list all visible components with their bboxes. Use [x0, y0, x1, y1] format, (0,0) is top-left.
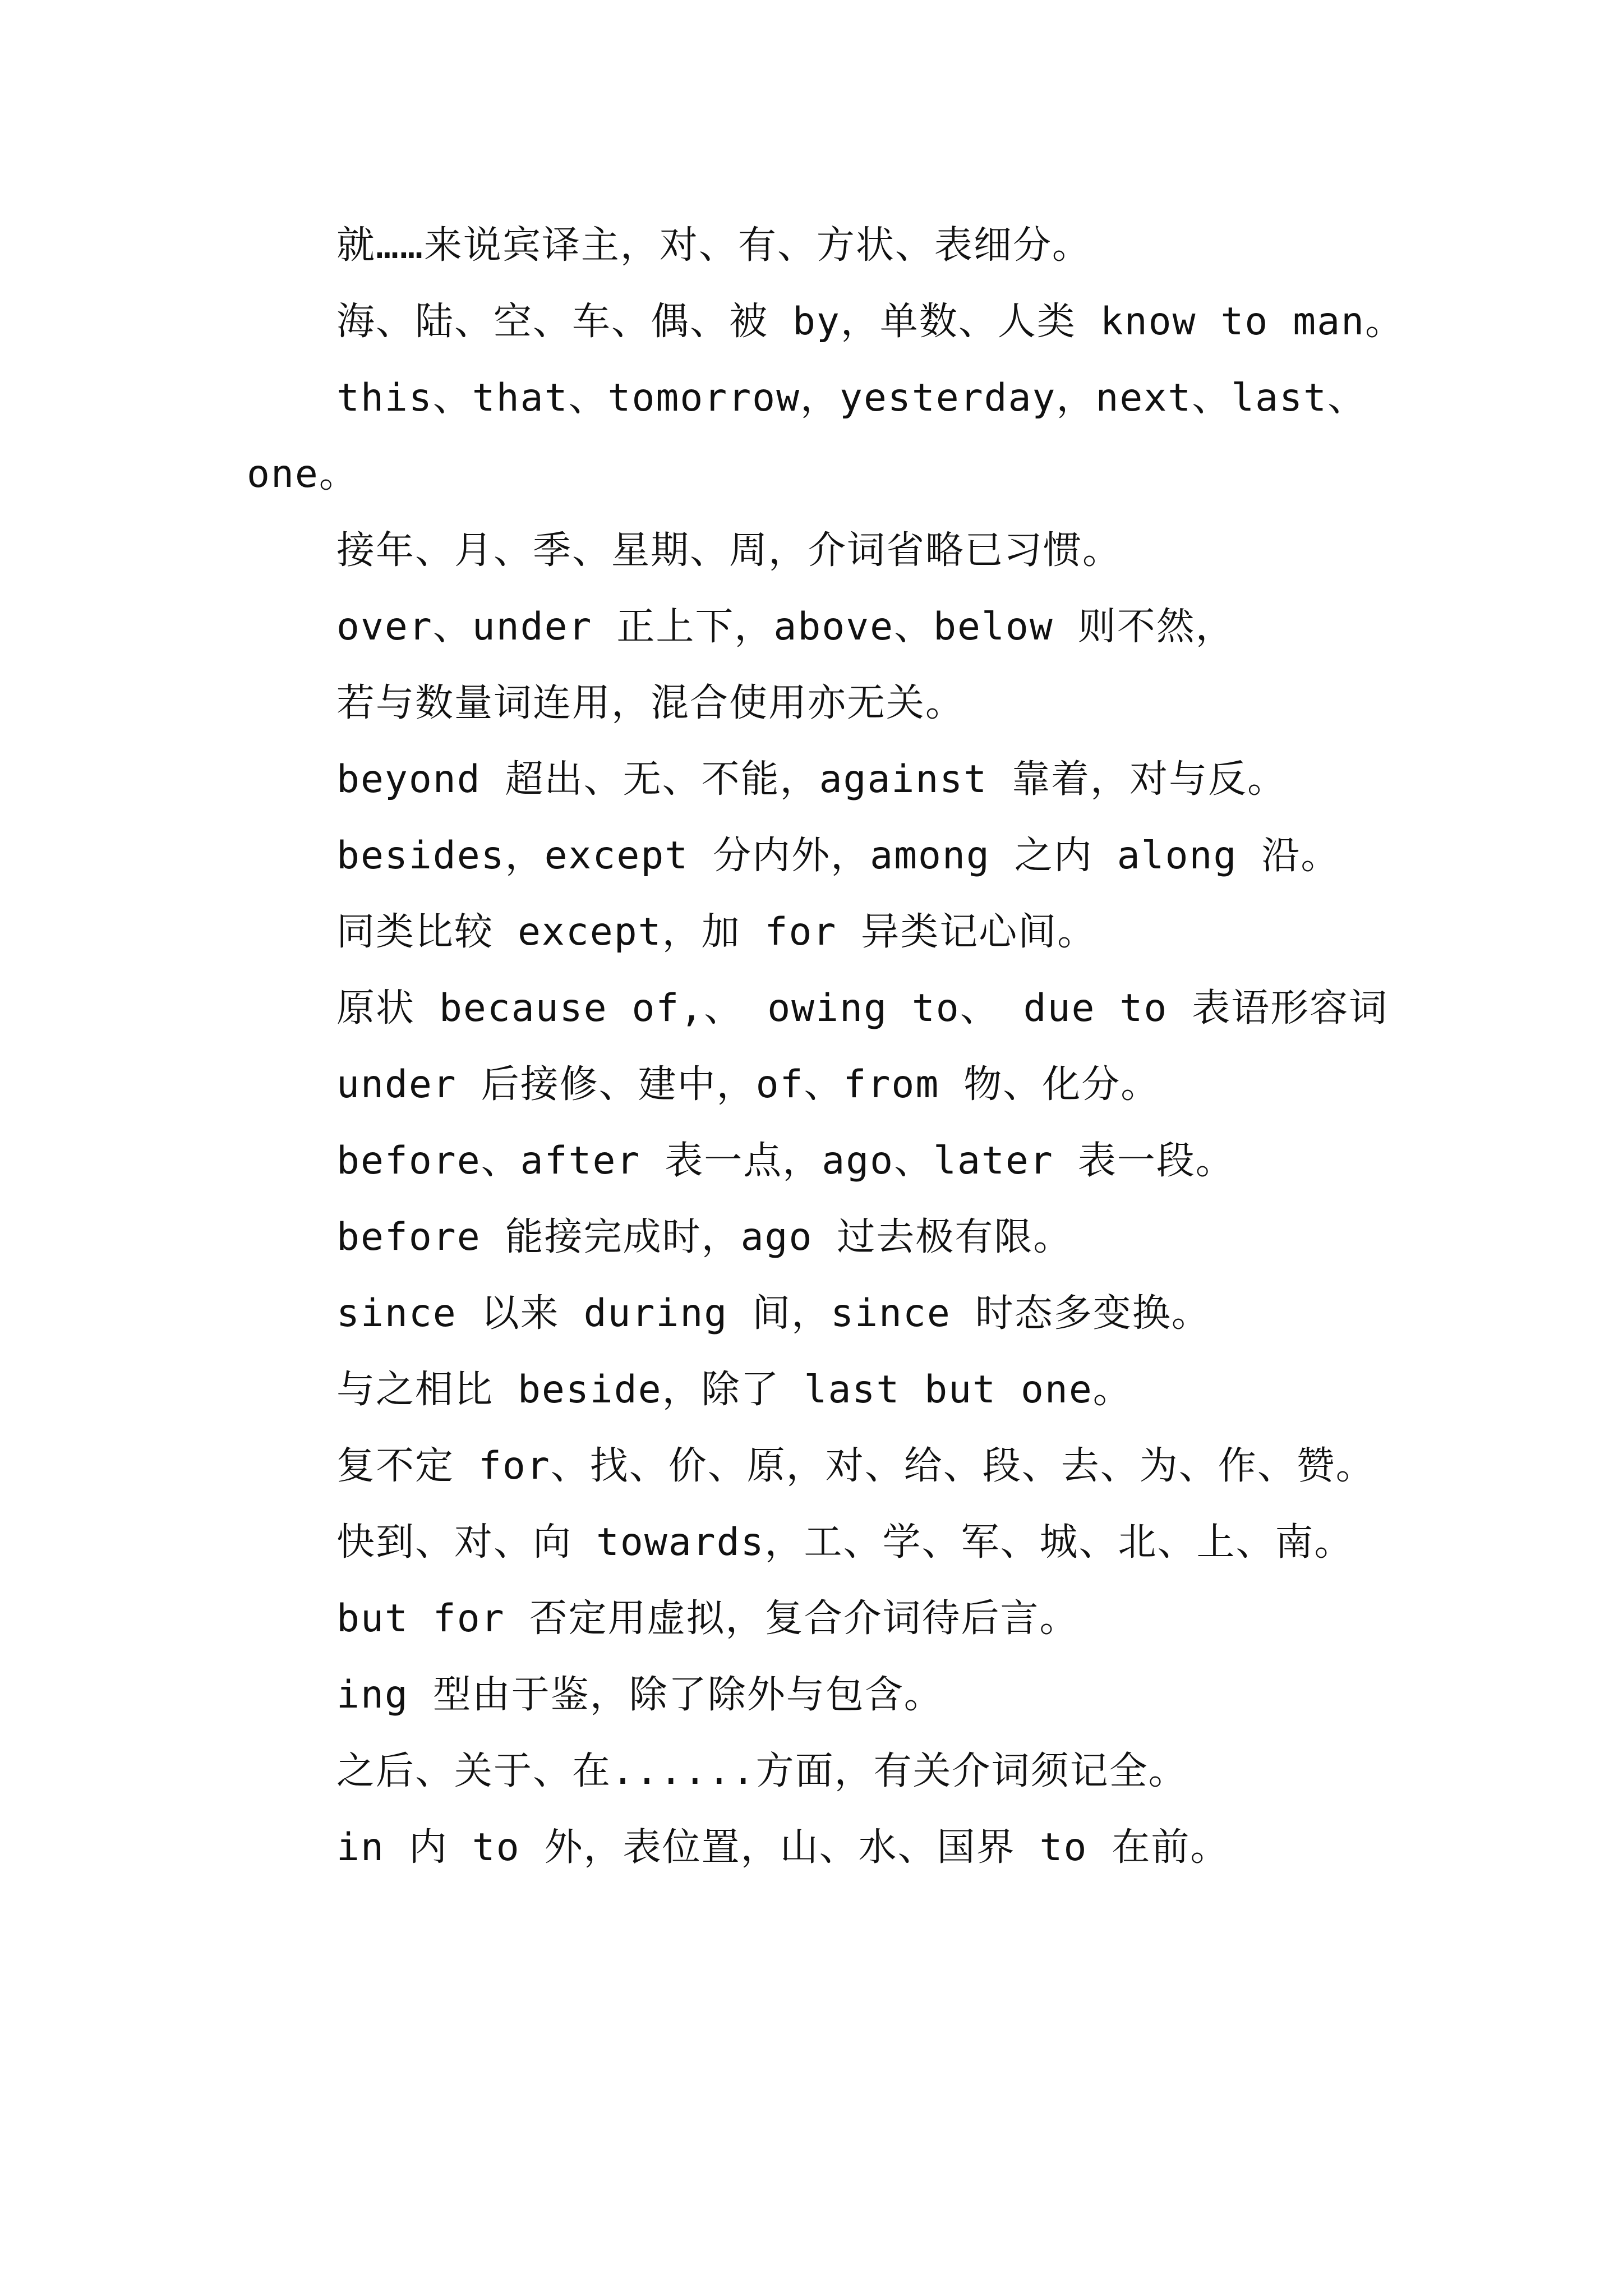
text-line: besides，except 分内外，among 之内 along 沿。: [336, 834, 1340, 878]
text-line: 若与数量词连用，混合使用亦无关。: [336, 681, 965, 725]
text-line: 就……来说宾译主，对、有、方状、表细分。: [336, 223, 1091, 268]
text-line: over、under 正上下，above、below 则不然，: [336, 605, 1235, 649]
text-line: 同类比较 except，加 for 异类记心间。: [336, 910, 1097, 954]
text-line: before 能接完成时，ago 过去极有限。: [336, 1215, 1073, 1259]
text-line: beyond 超出、无、不能，against 靠着，对与反。: [336, 757, 1287, 802]
text-line: 快到、对、向 towards，工、学、军、城、北、上、南。: [336, 1520, 1354, 1565]
text-line: 接年、月、季、星期、周，介词省略已习惯。: [336, 528, 1122, 573]
text-line: since 以来 during 间，since 时态多变换。: [336, 1291, 1211, 1336]
text-line: in 内 to 外，表位置，山、水、国界 to 在前。: [336, 1825, 1230, 1870]
text-line: ing 型由于鉴，除了除外与包含。: [336, 1673, 943, 1717]
text-line: 之后、关于、在......方面，有关介词须记全。: [336, 1749, 1188, 1793]
text-line: this、that、tomorrow，yesterday，next、last、one。: [247, 376, 1367, 496]
text-line: 海、陆、空、车、偶、被 by，单数、人类 know to man。: [336, 300, 1405, 344]
text-line: 复不定 for、找、价、原，对、给、段、去、为、作、赞。: [336, 1444, 1375, 1488]
text-line: but for 否定用虚拟，复合介词待后言。: [336, 1596, 1079, 1641]
text-line: 原状 because of,、 owing to、 due to 表语形容词: [336, 986, 1389, 1030]
text-line: under 后接修、建中，of、from 物、化分。: [336, 1062, 1160, 1107]
document-body: [247, 208, 1413, 1886]
text-line: 与之相比 beside，除了 last but one。: [336, 1368, 1132, 1412]
text-line: before、after 表一点，ago、later 表一段。: [336, 1139, 1235, 1183]
